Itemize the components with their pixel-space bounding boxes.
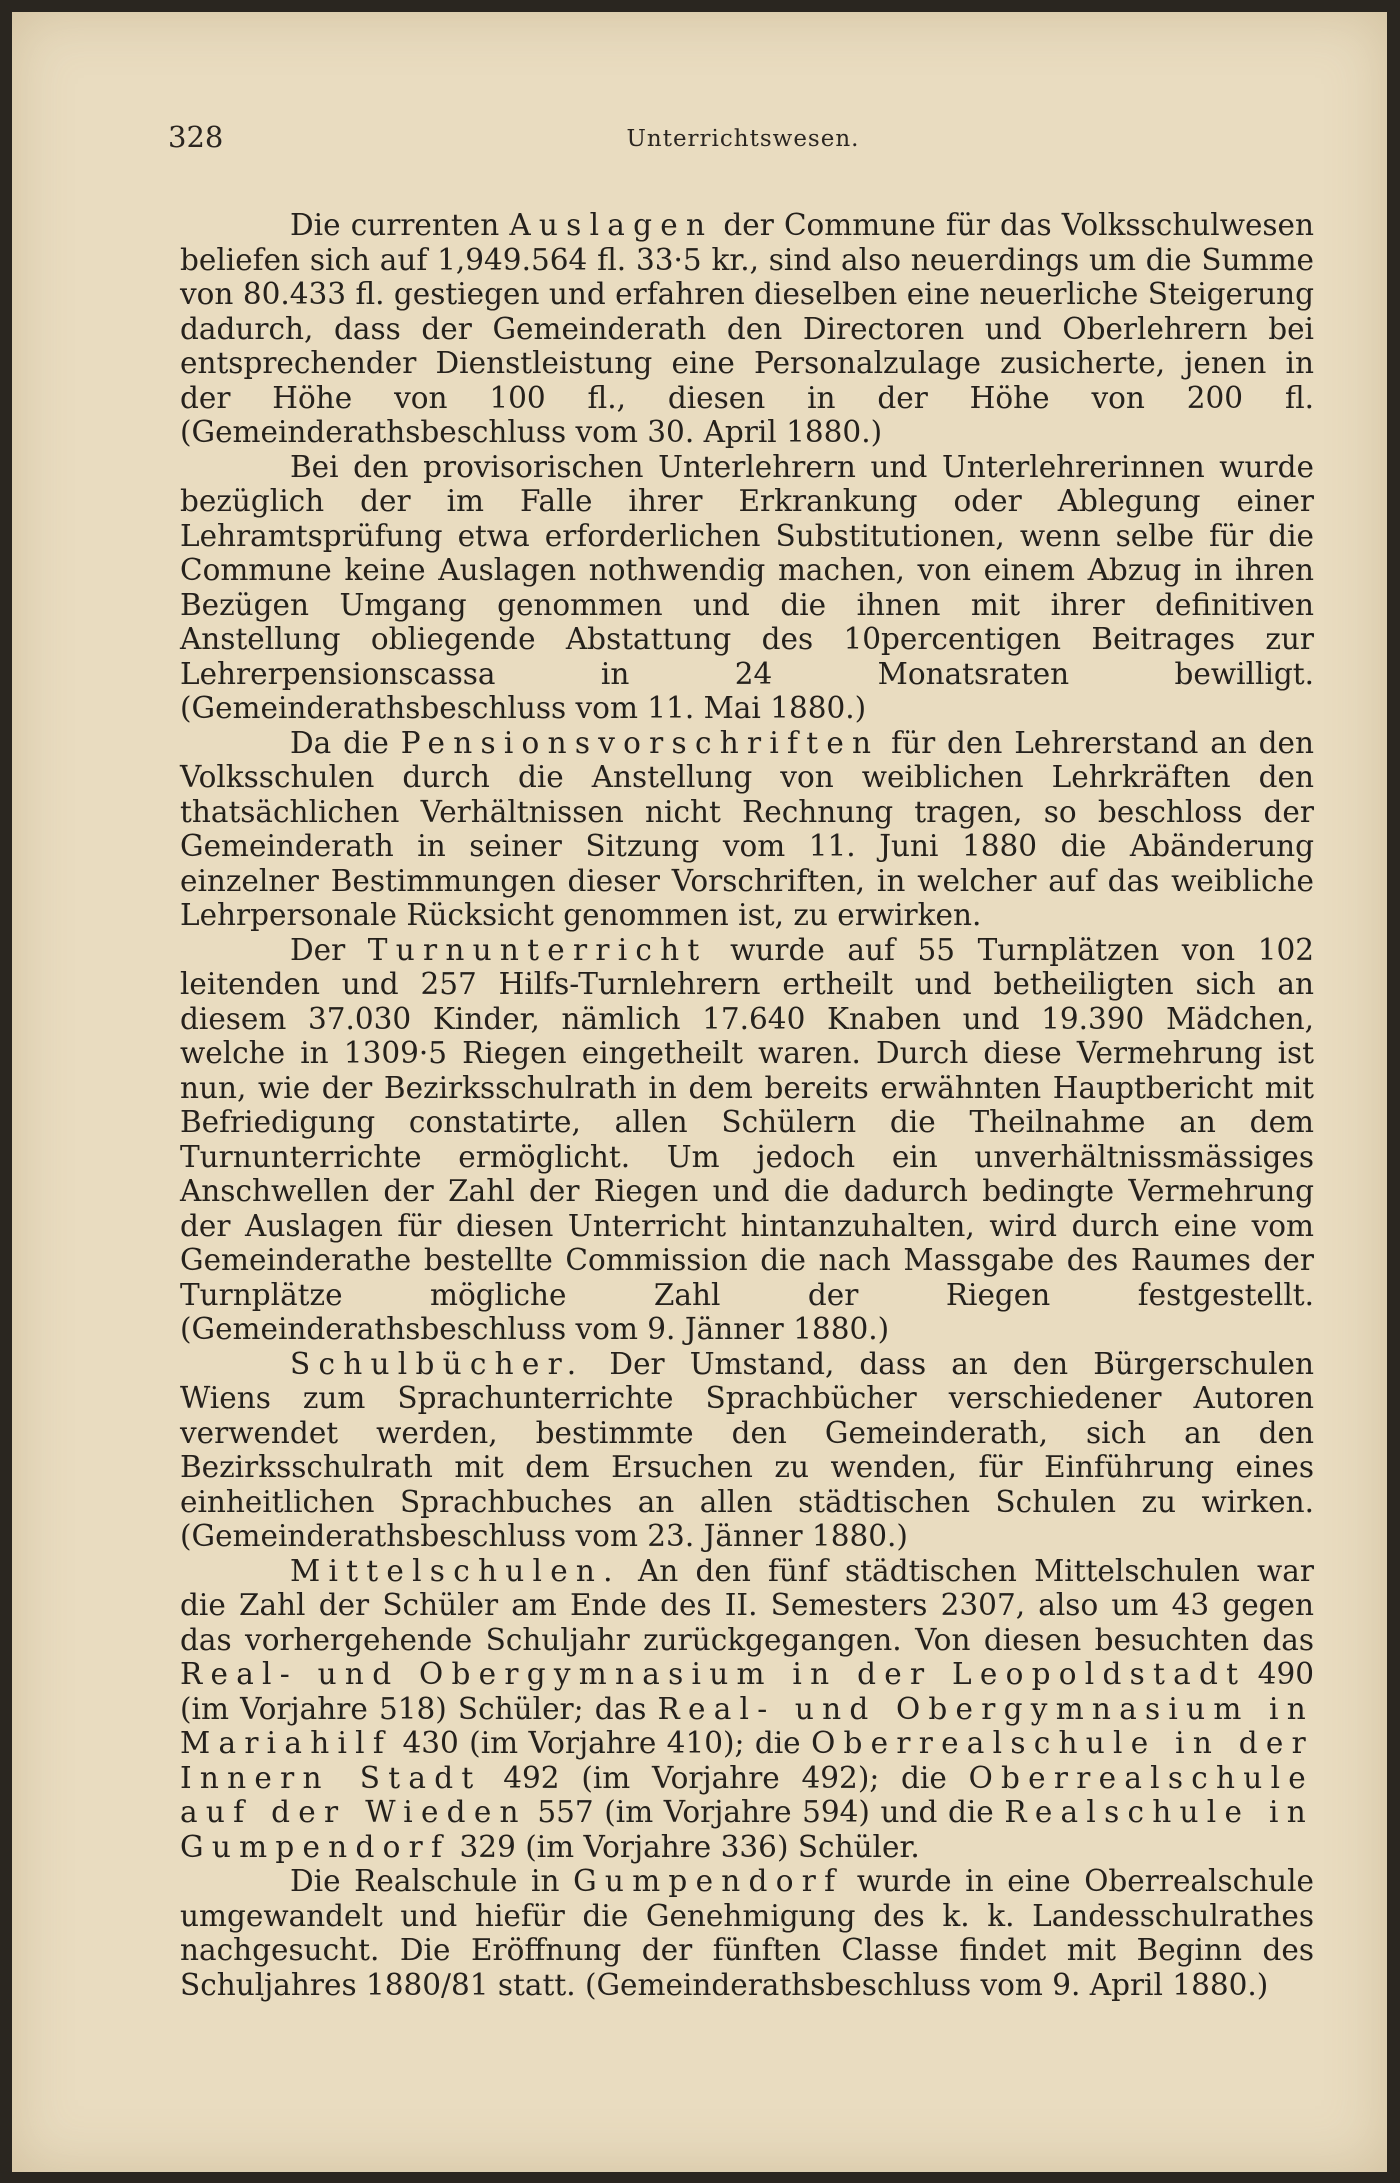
spaced-emphasis: Oberrealschule in der Innern Stadt — [180, 1726, 1314, 1795]
paragraph — [180, 726, 1314, 933]
paragraph — [180, 1347, 1314, 1554]
paragraph — [180, 1554, 1314, 1865]
text-run: wurde auf 55 Turnplätzen von 102 leitenden und 257 Hilfs-Turnlehrern ertheilt und betheiligten sich an diesem 37.030 Kinder, nämlich 17.640 Knaben und 19.390 Mädchen, welche in 1309·5 Riegen eingetheilt waren. Durch diese Vermehrung ist nun, wie der Bezirksschulrath in dem bereits erwähnten Hauptbericht mit Befriedigung constatirte, allen Schülern die Theilnahme an dem Turnunterrichte ermöglicht. Um jedoch ein unverhältnissmässiges Anschwellen der Zahl der Riegen und die dadurch bedingte Vermehrung der Auslagen für diesen Unterricht hintanzuhalten, wird durch eine vom Gemeinderathe bestellte Commission die nach Massgabe des Raumes der Turnplätze mögliche Zahl der Riegen festgestellt. (Gemeinderathsbeschluss vom 9. Jänner 1880.) — [180, 932, 1314, 1346]
spaced-emphasis: Mittelschulen. — [290, 1553, 621, 1588]
text-run: 430 (im Vorjahre 410); die — [392, 1726, 812, 1760]
spaced-emphasis: Auslagen — [509, 208, 714, 242]
text-run: Der — [290, 932, 368, 967]
page-title: Unterrichtswesen. — [626, 126, 860, 152]
text-run: der Commune für das Volksschulwesen beliefen sich auf 1,949.564 fl. 33·5 kr., sind also neuerdings um die Summe von 80.433 fl. gestiegen und erfahren dieselben eine neuerliche Steigerung dadurch, dass der Gemeinderath den Directoren und Oberlehrern bei entsprechender Dienstleistung eine Personalzulage zusicherte, jenen in der Höhe von 100 fl., diesen in der Höhe von 200 fl. (Gemeinderathsbeschluss vom 30. April 1880.) — [180, 208, 1314, 449]
spaced-emphasis: Gumpendorf — [573, 1864, 844, 1898]
paragraph — [180, 1864, 1314, 2002]
text-run: 557 (im Vorjahre 594) und die — [526, 1795, 1005, 1829]
paragraph — [180, 933, 1314, 1347]
text-run: 329 (im Vorjahre 336) Schüler. — [450, 1829, 920, 1864]
spaced-emphasis: Real- und Obergymnasium in Mariahilf — [180, 1691, 1314, 1760]
spaced-emphasis: Real- und Obergymnasium in der Leopoldstadt — [180, 1657, 1247, 1691]
text-run: Die Realschule in — [290, 1864, 574, 1898]
text-run: Da die — [290, 725, 401, 760]
page-number: 328 — [168, 120, 224, 154]
text-run: wurde in eine Oberrealschule umgewandelt und hiefür die Genehmigung des k. k. Landesschulrathes nachgesucht. Die Eröffnung der fünften Classe findet mit Beginn des Schuljahres 1880/81 statt. (Gemeinderathsbeschluss vom 9. April 1880.) — [180, 1864, 1315, 2002]
paragraph — [180, 208, 1314, 450]
spaced-emphasis: Turnunterricht — [367, 932, 708, 967]
text-run: An den fünf städtischen Mittelschulen war die Zahl der Schüler am Ende des II. Semesters 2307, also um 43 gegen das vorhergehende Schuljahr zurückgegangen. Von diesen besuchten das — [180, 1553, 1314, 1657]
book-page — [12, 12, 1387, 2172]
spaced-emphasis: Schulbücher. — [290, 1346, 585, 1381]
text-run: 492 (im Vorjahre 492); die — [481, 1760, 969, 1795]
paragraph — [180, 450, 1314, 726]
text-run: Bei den provisorischen Unterlehrern und Unterlehrerinnen wurde bezüglich der im Falle ihrer Erkrankung oder Ablegung einer Lehramtsprüfung etwa erforderlichen Substitutionen, wenn selbe für die Commune keine Auslagen nothwendig machen, von einem Abzug in ihren Bezügen Umgang genommen und die ihnen mit ihrer definitiven Anstellung obliegende Abstattung des 10percentigen Beitrages zur Lehrerpensionscassa in 24 Monatsraten bewilligt. (Gemeinderathsbeschluss vom 11. Mai 1880.) — [180, 449, 1314, 725]
spaced-emphasis: Realschule in Gumpendorf — [180, 1795, 1314, 1864]
text-run: Der Umstand, dass an den Bürgerschulen Wiens zum Sprachunterrichte Sprachbücher verschiedener Autoren verwendet werden, bestimmte den Gemeinderath, sich an den Bezirksschulrath mit dem Ersuchen zu wenden, für Einführung eines einheitlichen Sprachbuches an allen städtischen Schulen zu wirken. (Gemeinderathsbeschluss vom 23. Jänner 1880.) — [180, 1346, 1314, 1553]
text-run: für den Lehrerstand an den Volksschulen durch die Anstellung von weiblichen Lehrkräften den thatsächlichen Verhältnissen nicht Rechnung tragen, so beschloss der Gemeinderath in seiner Sitzung vom 11. Juni 1880 die Abänderung einzelner Bestimmungen dieser Vorschriften, in welcher auf das weibliche Lehrpersonale Rücksicht genommen ist, zu erwirken. — [180, 725, 1314, 932]
body-text — [180, 208, 1314, 2002]
text-run: 490 (im Vorjahre 518) Schüler; das — [180, 1657, 1314, 1726]
spaced-emphasis: Oberrealschule auf der Wieden — [180, 1760, 1314, 1829]
running-head — [168, 120, 1318, 160]
spaced-emphasis: Pensionsvorschriften — [400, 725, 880, 760]
text-run: Die currenten — [290, 208, 510, 242]
